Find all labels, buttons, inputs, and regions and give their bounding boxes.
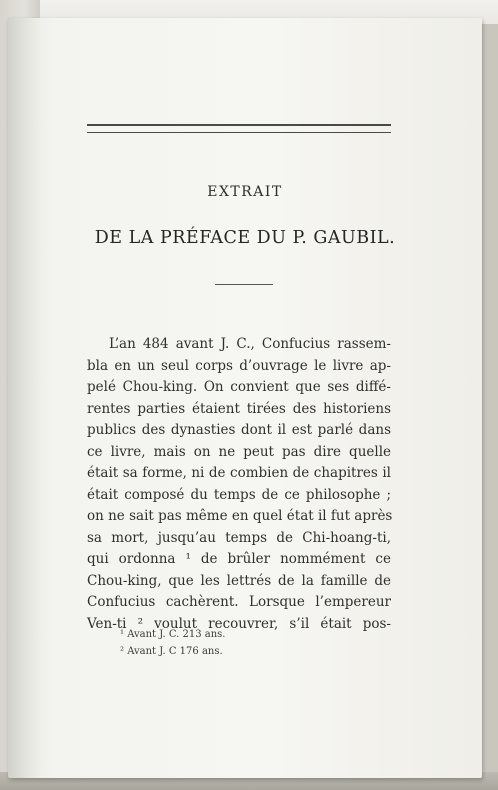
body-line: ce livre, mais on ne peut pas dire quelle	[87, 443, 391, 460]
body-line: sa mort, jusqu’au temps de Chi-hoang-ti,	[87, 529, 391, 546]
heading-extrait: EXTRAIT	[207, 184, 283, 200]
body-line: Ven-ti ² voulut recouvrer, s’il était pos-	[87, 615, 391, 632]
footnote-1: ¹ Avant J. C. 213 ans.	[120, 629, 226, 640]
body-line: Chou-king, que les lettrés de la famille de	[87, 572, 391, 589]
body-line: était composé du temps de ce philosophe ;	[87, 486, 391, 503]
footnotes	[120, 626, 225, 660]
body-paragraph	[87, 334, 391, 635]
body-line: on ne sait pas même en quel état il fut après	[87, 508, 393, 524]
body-line: pelé Chou-king. On convient que ses diffé-	[87, 379, 391, 395]
body-line: publics des dynasties dont il est parlé dans	[87, 422, 391, 438]
page-gutter-shadow	[8, 18, 42, 778]
body-line: était sa forme, ni de combien de chapitres il	[87, 465, 391, 481]
footnote-2: ² Avant J. C 176 ans.	[120, 646, 223, 657]
body-line: L’an 484 avant J. C., Confucius rassem-	[109, 336, 391, 352]
body-line: Confucius cachèrent. Lorsque l’empereur	[87, 594, 391, 610]
heading-preface: DE LA PRÉFACE DU P. GAUBIL.	[94, 228, 396, 248]
book-page	[8, 18, 482, 778]
heading-short-rule	[215, 284, 273, 285]
header-double-rule	[87, 124, 391, 133]
body-line: bla en un seul corps d’ouvrage le livre ap-	[87, 357, 391, 374]
body-line: qui ordonna ¹ de brûler nommément ce	[87, 551, 391, 567]
body-line: rentes parties étaient tirées des historiens	[87, 400, 391, 417]
